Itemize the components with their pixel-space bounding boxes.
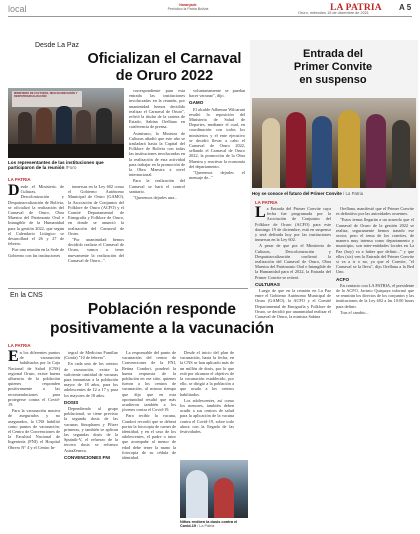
table-front bbox=[8, 144, 124, 158]
sidebar-col2-p3: En contacto con LA PATRIA, el presidente de la ACFO, Jacinto Quispaya informó que se reunirán los directos de los conjuntos y las instituciones de la Ley 602 a las 10:00 horas para definir. bbox=[336, 282, 414, 309]
dancer-1 bbox=[262, 118, 280, 188]
story1-headline bbox=[62, 51, 267, 85]
section-label: local bbox=[8, 4, 27, 14]
story2-column-2 bbox=[64, 350, 118, 532]
story2-dropcap: E bbox=[8, 350, 19, 365]
story2-caption-text: Niños reciben la dosis contra el Covid-19 bbox=[180, 520, 238, 529]
story2-column-3 bbox=[122, 350, 176, 532]
story2-caption-credit: / La Patria bbox=[197, 524, 215, 529]
story2-col2-p1: tegral de Medicina Familiar (Cimfa) "10 de febrero". bbox=[64, 350, 118, 361]
sidebar-photo-caption bbox=[252, 191, 416, 196]
nurse-figure bbox=[186, 470, 208, 518]
story1-column-2 bbox=[68, 184, 124, 284]
story1-col3-p3: Para la realización del Carnaval se hará el control sanitario. bbox=[129, 178, 185, 194]
story2-column-1 bbox=[8, 350, 60, 532]
story1-column-1 bbox=[8, 184, 64, 284]
story1-col2-p1: inmersas en la Ley 602 como el Gobierno Autónomo Municipal de Oruro (GAMO), la Asociación de Conjuntos del Folklore de Oruro (ACFO) y el Comité Departamental de Etnografía y Folklore de Oruro, en donde se anunció la realización del Carnaval de Oruro. bbox=[68, 184, 124, 236]
story1-headline-line1: Oficializan el Carnaval bbox=[87, 51, 242, 67]
sidebar-col1-p2: A pesar de que por el Ministerio de Culturas, Descolonización y Despatriarcalización confirmó la realización del Carnaval de Oruro, Obra Maestra del Patrimonio Oral e Intangible de la Humanidad para el 2022, la Entrada del Primer Convite se reiteró. bbox=[255, 243, 331, 280]
ministry-banner-text: MINISTERIO DE CULTURAS, DESCOLONIZACIÓN Y DESPATRIARCALIZACIÓN bbox=[14, 92, 78, 98]
story1-col3-p2: Asimismo, la Ministra de Culturas añadió que este año se trasladará hasta la Capital del Folklore de Bolivia con todas las instituciones involucradas en la realización de esta actividad para trabajar en la promoción de la Obra Maestra a nivel internacional. bbox=[129, 130, 185, 178]
story2-col1-p1: En los diferentes puntos de vacunación habilitados por la Caja Nacional de Salud (CNS) regional Oruro, existe buena afluencia de la población quienes responden positivamente a las recomendaciones para protegerse contra el Covid-19. bbox=[8, 350, 60, 408]
story1-col4-p3: "Queremos dejarles el mensaje de..." bbox=[189, 170, 245, 181]
sidebar-subhead-acfo: ACFO bbox=[336, 276, 350, 282]
story2-headline-line1: Población responde bbox=[87, 301, 237, 318]
sidebar-column-2 bbox=[336, 206, 414, 532]
story2-col3-p2: Para recibir la vacuna, Condori recordó que se deberá portar la fotocopia de carnet de identidad, y en el caso de los adolescentes, el padre o tutor que acompañe al menor de edad debe tener la mano la fotocopia de su cédula de identidad. bbox=[122, 413, 176, 461]
sidebar-column-1 bbox=[255, 206, 331, 532]
sidebar-col1-p1: La Entrada del Primer Convite cuya fecha fue programada por la Asociación de Conjuntos del Folklore de Oruro (ACFO) para este domingo 19 de diciembre, está en suspenso y será definida hoy por las instituciones inmersas en la Ley 602. bbox=[255, 206, 331, 243]
header-underline bbox=[8, 16, 412, 17]
sponsor-line-2: Periódico la Patria Bolivia bbox=[167, 7, 209, 12]
story2-byline: LA PATRIA bbox=[8, 343, 31, 348]
story1-col1-p2: Fue una reunión en la Sede de Gobierno con las instituciones bbox=[8, 247, 64, 258]
story1-col3-p1: correspondiente para esta entrada las instituciones involucradas en la reunión, por unanimidad hemos decidido realizar el Carnaval de Oruro", refirió la titular de la cartera de Estado, Sabina Orellana en conferencia de prensa. bbox=[129, 88, 185, 130]
story1-col3-p4: "Queremos dejarles una... bbox=[133, 195, 178, 201]
dancer-2 bbox=[286, 112, 306, 188]
story1-column-4 bbox=[189, 88, 245, 284]
story2-subhead-dosis: DOSIS bbox=[64, 399, 79, 405]
story1-photo bbox=[8, 88, 124, 158]
story2-headline-line2: positivamente a la vacunación bbox=[50, 320, 274, 337]
story2-col2-p3: Dependiendo al grupo poblacional, se tiene previsto la segunda dosis de las vacunas Sinopharm y Pfizer primeras, y también se aplican las segundas dosis de la Sputnik-V, el refuerzo de la tercera dosis se refuerzo AstraZeneca. bbox=[64, 406, 118, 453]
sidebar-photo bbox=[252, 98, 416, 188]
story1-column-3 bbox=[129, 88, 185, 284]
sponsor-line-1: Naranjade bbox=[179, 3, 197, 7]
story1-caption-text: Los representantes de las instituciones que participaron de la reunión bbox=[8, 160, 104, 171]
dateline: Oruro, miércoles 15 de diciembre de 2021 bbox=[298, 11, 369, 15]
sidebar-title-line2: Primer Convite bbox=[293, 61, 373, 73]
brand-title: LA PATRIA bbox=[330, 3, 382, 13]
sidebar-col2-p2: "Estos temas llegarán a un acuerdo que el Carnaval de Oruro de la gestión 2022 se realiza, seguramente hemos tratado ese sector, pero el tema de los convites, de manera muy intensa como departamento y municipio, son inter-entidades locales en La Paz (hoy) va a haber que definir..." y que ellos (sic) ven la Entrada del Primer Convite si va a ir o no, ya que el Convite, "el Carnaval se la lleva", dijo Orellana a la Red Uno. bbox=[336, 217, 414, 275]
story2-col4-p1: Desde el inicio del plan de vacunación, hasta la fecha, en la CNS se han aplicado más de un millón de dosis, por lo que está por alcanzar el objetivo de la vacunación establecido, por ello, se dirigió a la población a que acuda a los centros habilitados. bbox=[180, 350, 234, 397]
sidebar-col2-p1: Orellana, manifestó que el Primer Convite es definitivo por las autoridades oruenses. bbox=[336, 206, 414, 217]
sponsor-logo bbox=[158, 3, 218, 12]
story1-headline-line2: de Oruro 2022 bbox=[115, 68, 214, 84]
story2-photo bbox=[180, 460, 248, 518]
sidebar-col1-p3: Luego de que en la reunión en La Paz entre el Gobierno Autónomo Municipal de Oruro (GAMO), la ACFO y el Comité Departamental de Etnografía y Folklore de Oruro, se decidió por unanimidad realizar el Carnaval de Oruro, la ministra Sabina bbox=[255, 288, 331, 320]
story2-photo-caption bbox=[180, 520, 250, 529]
story2-kicker: En la CNS bbox=[10, 292, 43, 299]
story2-col3-p1: La responsable del punto de vacunación del centro de Convenciones de la FNI, Betina Condori, ponderó la buena respuesta de la población en ese sitio, quienes fueron a los centros de vacunación, al mismo tiempo que dijo que en esta oportunidad resultó que más acudieron también a los jóvenes contra el Covid-19. bbox=[122, 350, 176, 413]
sidebar-col2-p4: Tras el cambio... bbox=[340, 309, 369, 315]
sidebar-title bbox=[255, 48, 411, 87]
dancer-4 bbox=[338, 110, 360, 188]
story2-column-4 bbox=[180, 350, 234, 458]
dancer-6 bbox=[392, 120, 410, 188]
sidebar-dropcap: L bbox=[255, 206, 266, 221]
sidebar-title-line1: Entrada del bbox=[303, 48, 363, 60]
story1-byline: LA PATRIA bbox=[8, 177, 31, 182]
story1-col2-p2: "Por unanimidad hemos decidido realizar el Carnaval de Oruro, vamos a tener nuevamente la realización del Carnaval de Oruro...". bbox=[68, 237, 124, 263]
dancer-5 bbox=[366, 114, 386, 188]
page-number: A 5 bbox=[399, 3, 412, 12]
child-figure bbox=[214, 478, 234, 518]
story2-headline bbox=[12, 300, 312, 338]
story2-subhead-convenciones: CONVENCIONES FNI bbox=[64, 454, 110, 460]
story-divider bbox=[8, 288, 248, 289]
story2-col2-p2: En cada uno de los centros de vacunación, existe la suficiente cantidad de vacunas para inmunizar a la población mayor de 18 años, para los adolescentes de 12 a 17 y para los mayores de 18 años. bbox=[64, 361, 118, 398]
story1-col4-p2: El alcalde Adhemar Wilcarani resaltó la reposición del Ministerio de Salud de Deportes, mediante el cual, en coordinación con todos los ministerios y el ente ejecutivo se decidió llevar a cabo el Carnaval de Oruro 2022, sellando el Carnaval de Oruro 2022, la promoción de la Obra Maestra y reactivar la economía del departamento. bbox=[189, 106, 245, 169]
sidebar-caption-credit: / La Patria bbox=[343, 191, 364, 196]
sidebar-title-line3: en suspenso bbox=[299, 74, 367, 86]
story2-col1-p2: Para la vacunación masiva de asegurados y no asegurados, la CNS habilitó como puntos de vacunación: el Centro de Convenciones de la Facultad Nacional de Ingeniería (FNI) el Hospital Obrero N° 4 y el Centro In- bbox=[8, 408, 60, 450]
sidebar-subhead-culturas: CULTURAS bbox=[255, 281, 280, 287]
story1-col1-p1: Desde el Ministerio de Culturas, Descolonización y Despatriarcalización de Bolivia, se oficializó la realización del Carnaval de Oruro, Obra Maestra del Patrimonio Oral e Intangible de la Humanidad para la gestión 2022, que según el Calendario Litúrgico se desarrollará el 26 y 27 de febrero. bbox=[8, 184, 64, 247]
sidebar-caption-text: Hoy se conoce el futuro del Primer Convite bbox=[252, 191, 342, 196]
story2-col4-p2: Los adolescentes, así como los menores, también deben acudir a sus centros de salud para la aplicación de la vacuna contra el Covid-19, sobre todo ahora con la llegada de las festividades. bbox=[180, 397, 234, 435]
dropcap: D bbox=[8, 184, 20, 199]
story1-kicker: Desde La Paz bbox=[35, 42, 79, 49]
story1-caption-credit: /Foro bbox=[65, 165, 77, 171]
ministry-banner bbox=[12, 91, 82, 107]
story1-col4-p1: voluntariamente se puedan hacer vacunar", dijo. bbox=[189, 88, 245, 99]
story1-subhead-gamo: GAMO bbox=[189, 100, 204, 106]
dancer-3 bbox=[312, 116, 332, 188]
sidebar-byline: LA PATRIA bbox=[255, 200, 278, 205]
story1-photo-caption bbox=[8, 160, 126, 171]
